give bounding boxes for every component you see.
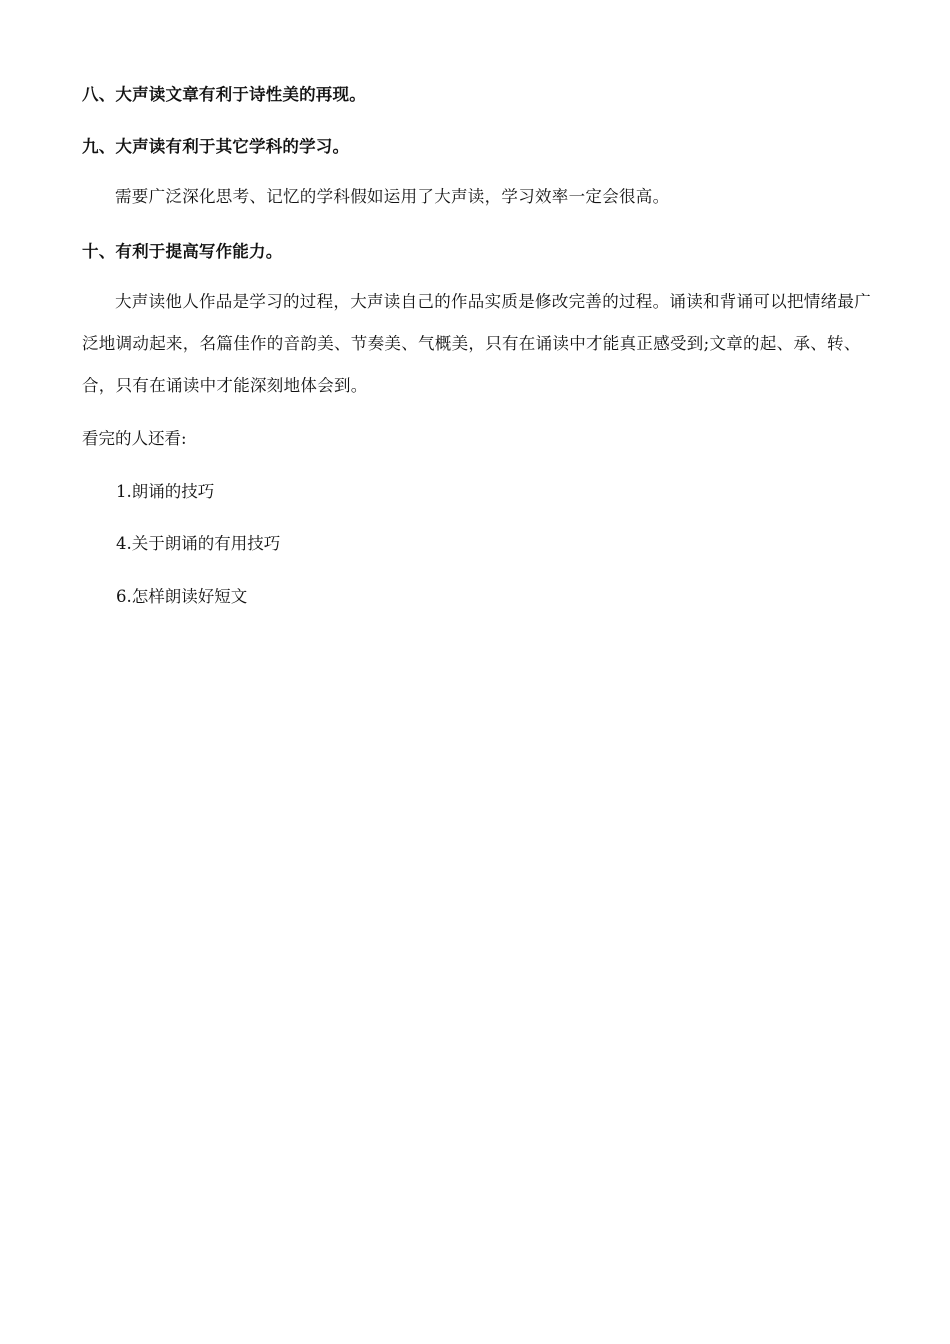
section-paragraph-10: 大声读他人作品是学习的过程，大声读自己的作品实质是修改完善的过程。诵读和背诵可以把情绪最广泛地调动起来，名篇佳作的音韵美、节奏美、气概美，只有在诵读中才能真正感受到;文章的起、承、转、合，只有在诵读中才能深刻地体会到。 [82, 292, 871, 395]
related-article-link[interactable]: 1.朗诵的技巧 [116, 482, 215, 501]
section-heading-10: 十、有利于提高写作能力。 [82, 242, 283, 261]
section-heading-9: 九、大声读有利于其它学科的学习。 [82, 137, 350, 156]
section-paragraph-9: 需要广泛深化思考、记忆的学科假如运用了大声读，学习效率一定会很高。 [115, 187, 670, 206]
related-articles-label: 看完的人还看: [82, 429, 187, 448]
related-article-link[interactable]: 6.怎样朗读好短文 [116, 587, 248, 606]
related-article-link[interactable]: 4.关于朗诵的有用技巧 [116, 534, 281, 553]
section-heading-8: 八、大声读文章有利于诗性美的再现。 [82, 85, 366, 104]
